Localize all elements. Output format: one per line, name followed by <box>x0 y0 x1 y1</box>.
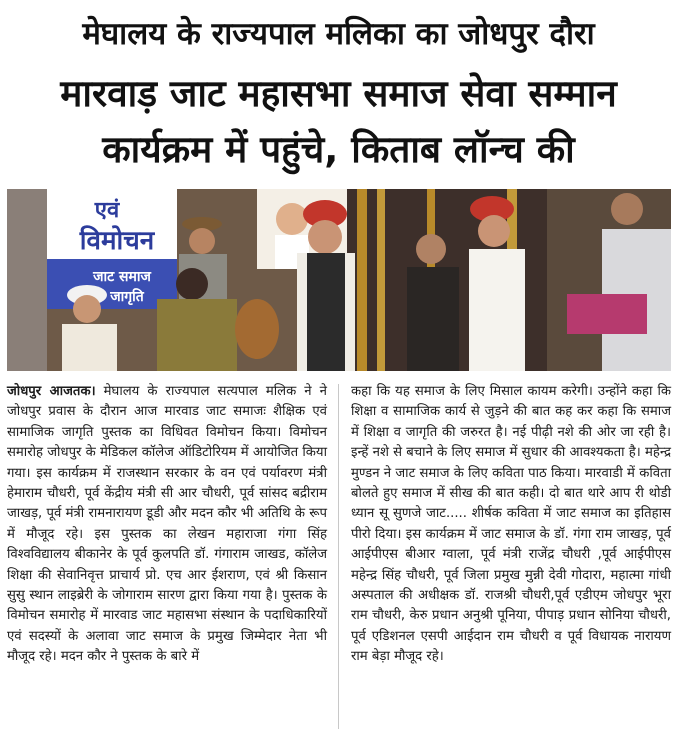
event-photo-illustration <box>7 189 671 371</box>
banner-text-4: जागृति <box>110 289 144 305</box>
banner-text-1: एवं <box>94 198 120 223</box>
event-photo <box>7 189 671 371</box>
article-column-left <box>7 382 327 668</box>
headline-line-1: मारवाड़ जाट महासभा समाज सेवा सम्मान <box>60 72 617 115</box>
article-column-right <box>351 382 671 668</box>
headline-line-2: कार्यक्रम में पहुंचे, किताब लॉन्च की <box>102 128 575 171</box>
left-body-text: मेघालय के राज्यपाल सत्यपाल मलिक ने ने जोधपुर प्रवास के दौरान आज मारवाड जाट समाजः शैक्षिक एवं सामाजिक जागृति पुस्तक का विधिवत विमोचन किया। विमोचन समारोह जोधपुर के मेडिकल कॉलेज ऑडिटोरियम में आयोजित किया गया। इस कार्यक्रम में राजस्थान सरकार के वन एवं पर्यावरण मंत्री हेमाराम चौधरी, पूर्व केंद्रीय मंत्री सी आर चौधरी, पूर्व सांसद बद्रीराम जाखड़, पूर्व मंत्री रामनारायण डूडी और मदन कौर भी अतिथि के रूप में मौजूद रहे। इस पुस्तक का लेखन महाराजा गंगा सिंह विश्वविद्यालय बीकानेर के पूर्व कुलपति डॉ. गंगाराम जाखड, कॉलेज शिक्षा की सेवानिवृत्त प्राचार्य प्रो. एच आर ईशराण, एवं श्री किसान सुसु स्थान लाइब्रेरी के जोगाराम सारण द्वारा किया गया है। पुस्तक के विमोचन समारोह में मारवाड जाट महासभा संस्थान के पदाधिकारियों एवं सदस्यों के अलावा जाट समाज के प्रमुख जिम्मेदार नेता भी मौजूद रहे। मदन कौर ने पुस्तक के बारे में <box>7 384 327 665</box>
right-body-text: कहा कि यह समाज के लिए मिसाल कायम करेगी। उन्होंने कहा कि शिक्षा व सामाजिक कार्य से जुड़ने की बात कह कर कहा कि समाज में शिक्षा व जागृति की जरुरत है। नई पीढ़ी नशे की ओर जा रही है। इन्हें नशे से बचाने के लिए समाज में सुधार की आवश्यकता है। महेन्द्र मुण्डन ने जाट समाज के लिए कविता पाठ किया। मारवाडी में कविता बोलते हुए समाज में सीख की बात कही। दो बात थारे आप री थोडी ध्यान सू सुणजे जाट..... शीर्षक कविता में जाट समाज का इतिहास पीरो दिया। इस कार्यक्रम में जाट समाज के डॉ. गंगा राम जाखड़, पूर्व आईपीएस बीआर ग्वाला, पूर्व मंत्री राजेंद्र चौधरी ,पूर्व आईपीएस महेन्द्र सिंह चौधरी, पूर्व जिला प्रमुख मुन्नी देवी गोदारा, महात्मा गांधी अस्पताल की अधीक्षक डॉ. राजश्री चौधरी,पूर्व एडीएम जोधपुर भूरा राम चौधरी, केरु प्रधान अनुश्री पूनिया, पीपाड़ प्रधान सोनिया चौधरी, पूर्व एडिशनल एसपी आईदान राम चौधरी व पूर्व विधायक नारायण राम बेड़ा मौजूद रहे। <box>351 384 671 665</box>
column-divider <box>338 384 339 729</box>
banner-text-2: विमोचन <box>79 226 155 256</box>
banner-text-3: जाट समाज <box>93 269 151 285</box>
kicker-heading: मेघालय के राज्यपाल मलिका का जोधपुर दौरा <box>82 16 595 52</box>
dateline: जोधपुर आजतक। <box>7 384 96 399</box>
